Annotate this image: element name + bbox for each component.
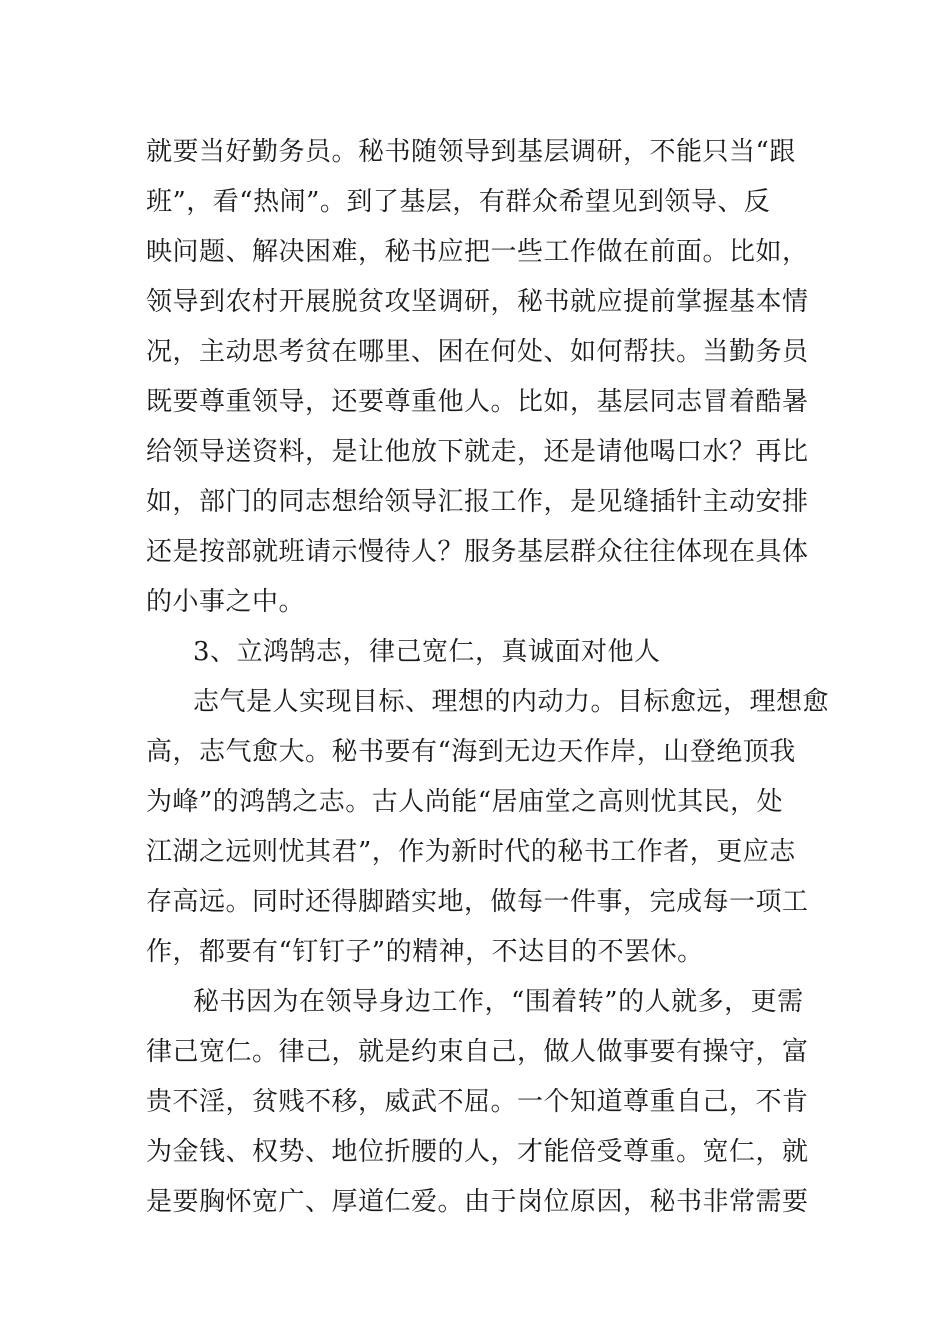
text-line: 况，主动思考贫在哪里、困在何处、如何帮扶。当勤务员 — [146, 337, 809, 367]
text-line: 领导到农村开展脱贫攻坚调研，秘书就应提前掌握基本情 — [146, 287, 809, 317]
text-line: 秘书因为在领导身边工作，“围着转”的人就多，更需 — [193, 987, 804, 1017]
text-line: 贵不淫，贫贱不移，威武不屈。一个知道尊重自己，不肯 — [146, 1087, 809, 1117]
text-line: 班”，看“热闹”。到了基层，有群众希望见到领导、反 — [146, 187, 771, 217]
text-line: 高，志气愈大。秘书要有“海到无边天作岸，山登绝顶我 — [146, 737, 796, 767]
text-line: 如，部门的同志想给领导汇报工作，是见缝插针主动安排 — [146, 487, 809, 517]
text-line: 为峰”的鸿鹄之志。古人尚能“居庙堂之高则忧其民，处 — [146, 787, 784, 817]
text-line: 映问题、解决困难，秘书应把一些工作做在前面。比如， — [146, 237, 809, 267]
text-line: 是要胸怀宽广、厚道仁爱。由于岗位原因，秘书非常需要 — [146, 1187, 809, 1217]
text-line: 还是按部就班请示慢待人？服务基层群众往往体现在具体 — [146, 537, 809, 567]
text-line: 既要尊重领导，还要尊重他人。比如，基层同志冒着酷暑 — [146, 387, 809, 417]
text-line: 作，都要有“钉钉子”的精神，不达目的不罢休。 — [146, 937, 704, 967]
section-heading: 3、立鸿鹄志，律己宽仁，真诚面对他人 — [193, 637, 661, 667]
text-line: 给领导送资料，是让他放下就走，还是请他喝口水？再比 — [146, 437, 809, 467]
text-line: 律己宽仁。律己，就是约束自己，做人做事要有操守，富 — [146, 1037, 809, 1067]
text-line: 志气是人实现目标、理想的内动力。目标愈远，理想愈 — [193, 687, 830, 717]
text-line: 就要当好勤务员。秘书随领导到基层调研，不能只当“跟 — [146, 137, 796, 167]
text-line: 存高远。同时还得脚踏实地，做每一件事，完成每一项工 — [146, 887, 809, 917]
text-line: 为金钱、权势、地位折腰的人，才能倍受尊重。宽仁，就 — [146, 1137, 809, 1167]
text-line: 的小事之中。 — [146, 587, 306, 617]
text-line: 江湖之远则忧其君”，作为新时代的秘书工作者，更应志 — [146, 837, 796, 867]
